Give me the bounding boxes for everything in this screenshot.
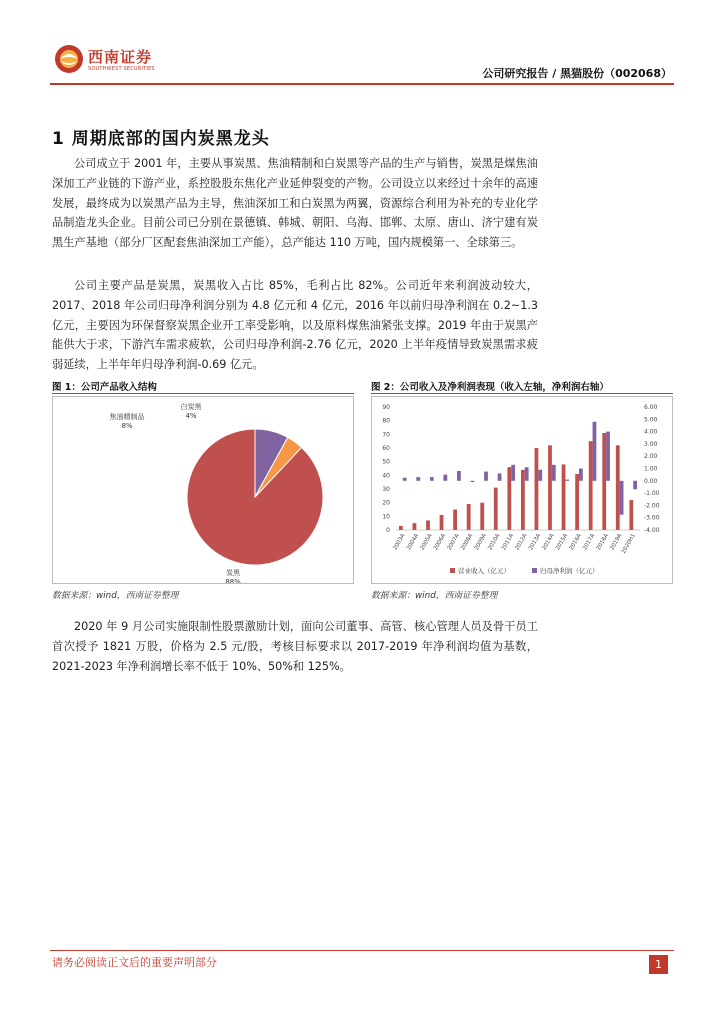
paragraph-products [52, 276, 538, 375]
paragraph-text: 2020 年 9 月公司实施限制性股票激励计划，面向公司董事、高管、核心管理人员及骨干员工首次授予 1821 万股，价格为 2.5 元/股，考核目标要求以 2017-2019 年净利润均值为基数，2021-2023 年净利润增长率不低于 10%、50%和 125%。 [52, 620, 538, 673]
left-axis-tick: 50 [382, 458, 390, 466]
brand-name-en: SOUTHWEST SECURITIES [88, 66, 155, 72]
net-profit-bar [565, 480, 569, 481]
left-axis-tick: 20 [382, 499, 390, 507]
net-profit-bar [552, 465, 556, 481]
page-number: 1 [649, 955, 668, 974]
net-profit-bar [457, 471, 461, 481]
footer-disclaimer: 请务必阅读正文后的重要声明部分 [52, 956, 217, 969]
pie-slice-label: 焦油精制品 [109, 413, 145, 421]
left-axis-tick: 40 [382, 472, 390, 480]
footer-divider [50, 950, 674, 951]
net-profit-bar [430, 477, 434, 481]
category-tick: 2011A [500, 533, 515, 552]
pie-slice-pct: 88% [225, 578, 241, 583]
revenue-bar [453, 510, 457, 531]
report-tag: 公司研究报告 / 黑猫股份（002068） [482, 67, 672, 80]
revenue-bar [575, 474, 579, 530]
pie-slice-pct: 8% [121, 422, 133, 430]
revenue-bar [467, 504, 471, 530]
right-axis-tick: 4.00 [644, 428, 658, 436]
bar-chart [372, 397, 672, 583]
category-tick: 2006A [433, 533, 448, 552]
legend-label-revenue: 营业收入（亿元） [458, 567, 510, 575]
revenue-bar [507, 467, 511, 530]
category-tick: 2012A [514, 533, 529, 552]
left-axis-tick: 90 [382, 404, 390, 411]
category-tick: 2013A [527, 533, 543, 552]
right-axis-tick: 0.00 [644, 477, 658, 485]
category-tick: 2010A [487, 533, 502, 552]
right-axis-tick: 5.00 [644, 416, 658, 424]
category-tick: 2019A [609, 533, 624, 552]
figure1-source: 数据来源：wind，西南证券整理 [52, 591, 179, 601]
category-tick: 2020H1 [620, 533, 637, 555]
category-tick: 2005A [419, 533, 434, 552]
revenue-bar [589, 441, 593, 530]
net-profit-bar [484, 472, 488, 481]
net-profit-bar [538, 470, 542, 481]
left-axis-tick: 0 [386, 527, 390, 534]
legend-swatch-net-profit [532, 568, 537, 573]
right-axis-tick: -3.00 [644, 514, 660, 522]
category-tick: 2004A [405, 533, 421, 552]
category-tick: 2003A [392, 533, 407, 552]
left-axis-tick: 30 [382, 486, 390, 493]
revenue-bar [562, 464, 566, 530]
right-axis-tick: 3.00 [644, 440, 658, 448]
net-profit-bar [633, 481, 637, 489]
figure1-title: 图 1：公司产品收入结构 [52, 382, 157, 393]
figure2-frame [371, 396, 673, 584]
right-axis-tick: 1.00 [644, 465, 658, 473]
revenue-bar [548, 445, 552, 530]
figure2-title: 图 2：公司收入及净利润表现（收入左轴，净利润右轴） [371, 382, 609, 393]
category-tick: 2007A [446, 533, 461, 552]
legend-label-net-profit: 归母净利润（亿元） [540, 567, 599, 575]
revenue-bar [494, 488, 498, 530]
paragraph-company-intro [52, 154, 538, 253]
net-profit-bar [471, 481, 475, 482]
net-profit-bar [416, 477, 420, 481]
revenue-bar [602, 433, 606, 530]
category-tick: 2016A [568, 533, 583, 552]
category-tick: 2009A [473, 533, 488, 552]
revenue-bar [535, 448, 539, 530]
brand-logo-icon [54, 44, 84, 74]
pie-slice-label: 炭黑 [226, 569, 240, 577]
revenue-bar [399, 526, 403, 530]
revenue-bar [480, 503, 484, 530]
right-axis-tick: 6.00 [644, 404, 658, 411]
revenue-bar [629, 500, 633, 530]
net-profit-bar [606, 432, 610, 481]
right-axis-tick: -2.00 [644, 502, 660, 510]
category-tick: 2015A [555, 533, 570, 552]
category-tick: 2018A [595, 533, 610, 552]
paragraph-text: 公司主要产品是炭黑，炭黑收入占比 85%，毛利占比 82%。公司近年来利润波动较大，2017、2018 年公司归母净利润分别为 4.8 亿元和 4 亿元，2016 年以前归母净利润在 0.2~1.3 亿元，主要因为环保督察炭黑企业开工率受影响，以及原料煤焦油紧张支撑。2019 年由于炭黑产能供大于求，下游汽车需求疲软，公司归母净利润-2.76 亿元，2020 上半年疫情导致炭黑需求疲弱延续，上半年年归母净利润-0.69 亿元。 [52, 279, 538, 372]
left-axis-tick: 60 [382, 445, 390, 452]
category-tick: 2008A [460, 533, 475, 552]
net-profit-bar [443, 475, 447, 481]
net-profit-bar [498, 473, 502, 480]
legend-swatch-revenue [450, 568, 455, 573]
brand-name: 西南证券 [88, 48, 153, 66]
header-divider [50, 83, 674, 85]
figure1-frame [52, 396, 354, 584]
revenue-bar [440, 515, 444, 530]
revenue-bar [521, 470, 525, 530]
category-tick: 2017A [582, 533, 597, 552]
pie-slice-label: 白炭黑 [180, 403, 202, 411]
paragraph-text: 公司成立于 2001 年，主要从事炭黑、焦油精制和白炭黑等产品的生产与销售，炭黑是煤焦油深加工产业链的下游产业，系控股股东焦化产业延伸裂变的产物。公司设立以来经过十余年的高速发展，最终成为以炭黑产品为主导，焦油深加工和白炭黑为两翼，资源综合利用为补充的专业化学品制造龙头企业。目前公司已分别在景德镇、韩城、朝阳、乌海、邯郸、太原、唐山、济宁建有炭黑生产基地（部分厂区配套焦油深加工产能），总产能达 110 万吨，国内规模第一、全球第三。 [52, 157, 538, 250]
net-profit-bar [511, 465, 515, 481]
net-profit-bar [525, 467, 529, 481]
right-axis-tick: 2.00 [644, 453, 658, 461]
pie-chart [53, 397, 353, 583]
revenue-bar [616, 445, 620, 530]
pie-slice-pct: 4% [185, 412, 197, 420]
net-profit-bar [403, 478, 407, 481]
category-tick: 2014A [541, 533, 556, 552]
right-axis-tick: -1.00 [644, 490, 660, 498]
left-axis-tick: 80 [382, 417, 390, 425]
net-profit-bar [620, 481, 624, 515]
figure1-rule [52, 393, 354, 394]
left-axis-tick: 70 [382, 431, 390, 439]
net-profit-bar [579, 469, 583, 481]
figure2-source: 数据来源：wind，西南证券整理 [371, 591, 498, 601]
section-title: 1 周期底部的国内炭黑龙头 [52, 129, 270, 149]
revenue-bar [413, 523, 417, 530]
left-axis-tick: 10 [382, 513, 390, 521]
paragraph-incentive-plan [52, 617, 538, 676]
right-axis-tick: -4.00 [644, 527, 660, 534]
revenue-bar [426, 520, 430, 530]
net-profit-bar [593, 422, 597, 481]
figure2-rule [371, 393, 673, 394]
